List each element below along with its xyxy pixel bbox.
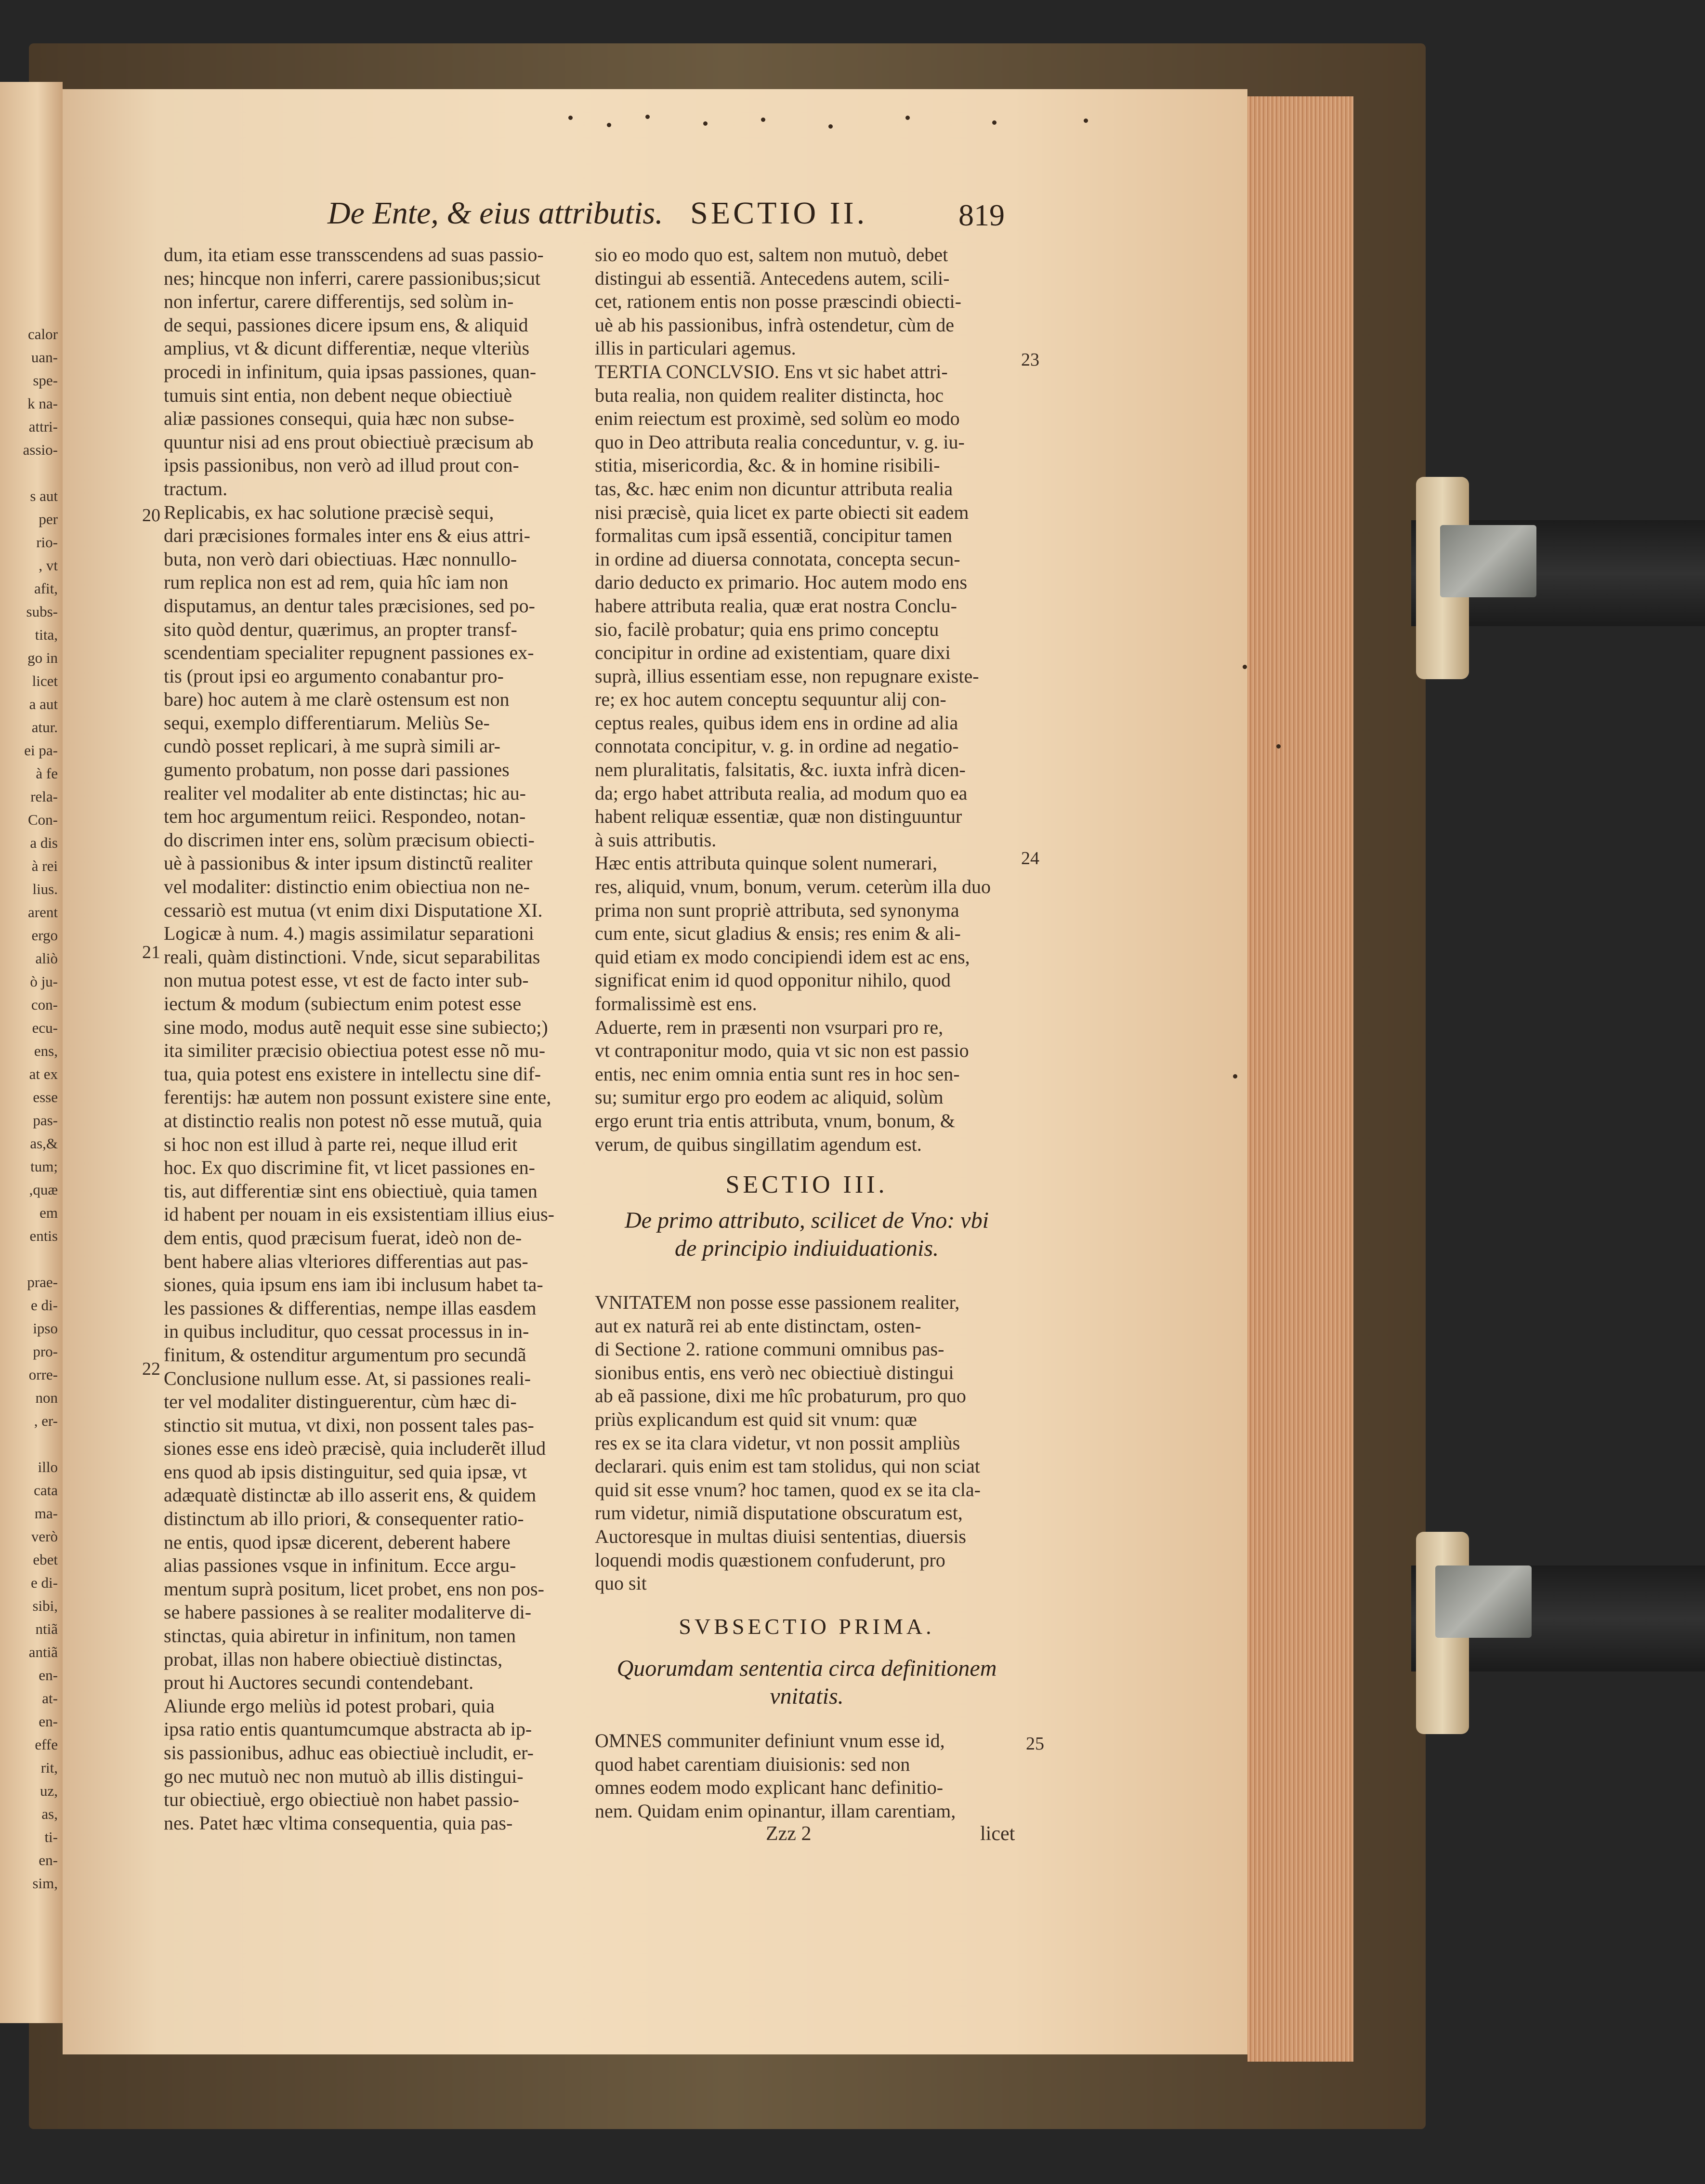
wormhole xyxy=(1233,1074,1237,1079)
page-number: 819 xyxy=(958,198,1005,232)
wormhole xyxy=(568,116,573,120)
page-edges xyxy=(1247,96,1353,2062)
left-page-fragment xyxy=(0,82,63,2023)
running-head xyxy=(328,195,1011,234)
margin-number-22: 22 xyxy=(142,1359,160,1379)
catchword: licet xyxy=(980,1823,1015,1845)
wormhole xyxy=(1243,665,1247,669)
running-section: SECTIO II. xyxy=(690,196,868,231)
clasp-metal-upper xyxy=(1440,525,1536,597)
subsection-text: OMNES communiter definiunt vnum esse id, quod habet carentiam diuisionis: sed non omnes eodem modo explicant hanc definitio- nem. Quidam enim opinantur, illam carentiam, xyxy=(595,1730,956,1822)
margin-number-21: 21 xyxy=(142,942,160,962)
wormhole xyxy=(607,123,611,127)
margin-number-23: 23 xyxy=(1021,350,1039,370)
section-heading: SECTIO III. xyxy=(725,1171,888,1198)
running-title: De Ente, & eius attributis. xyxy=(328,196,663,231)
right-column-text: sio eo modo quo est, saltem non mutuò, debet distingui ab essentiã. Antecedens autem, scili- cet, rationem entis non posse præscindi obiecti- uè ab his passionibus, infrà ostendetur, cùm de illis in particulari agemus. TERTIA CONCLVSIO. Ens vt sic habet attri- buta realia, non quidem realiter distincta, hoc enim reiectum est proximè, sed solùm eo modo quo in Deo attributa realia conceduntur, v. g. iu- stitia, misericordia, &c. & in homine risibili- tas, &c. hæc enim non dicuntur attributa realia nisi præcisè, quia licet ex parte obiecti sit eadem formalitas cum ipsã essentiã, concipitur tamen in ordine ad diuersa connotata, concepta secun- dario deducto ex primario. Hoc autem modo ens habere attributa realia, quæ erat nostra Conclu- sio, facilè probatur; quia ens primo conceptu concipitur in ordine ad existentiam, quare dixi suprà, illius essentiam esse, non repugnare existe- re; ex hoc autem conceptu sequuntur alij con- ceptus reales, quibus idem ens in ordine ad alia connotata concipitur, v. g. in ordine ad negatio- nem pluralitatis, falsitatis, &c. iuxta infrà dicen- da; ergo habet attributa realia, ad modum quo ea habent reliquæ essentiæ, quæ non distinguuntur à suis attributis. Hæc entis attributa quinque solent numerari, res, aliquid, vnum, bonum, verum. ceterùm illa duo prima non sunt propriè attributa, sed synonyma cum ente, sicut gladius & ensis; res enim & ali- quid etiam ex modo concipiendi idem est ac ens, significat enim id quod opponitur nihilo, quod formalissimè est ens. Aduerte, rem in præsenti non vsurpari pro re, vt contraponitur modo, quia vt sic non est passio entis, nec enim omnia entia sunt res in hoc sen- su; sumitur ergo pro eodem ac aliquid, solùm ergo erunt tria entis attributa, vnum, bonum, & verum, de quibus singillatim agendum est. xyxy=(595,244,991,1155)
wormhole xyxy=(992,120,997,125)
margin-number-25: 25 xyxy=(1026,1734,1044,1754)
margin-number-24: 24 xyxy=(1021,848,1039,868)
wormhole xyxy=(645,115,650,119)
margin-number-20: 20 xyxy=(142,505,160,526)
section-text: VNITATEM non posse esse passionem realiter, aut ex naturã rei ab ente distinctam, osten- di Sectione 2. ratione communi omnibus pas- sionibus entis, ens verò nec obiectiuè distingui ab eã passione, dixi me hîc probaturum, pro quo priùs explicandum est quid sit vnum: quæ res ex se ita clara videtur, vt non possit ampliùs declarari. quis enim est tam stolidus, qui non sciat quid sit esse vnum? hoc tamen, quod ex se ita cla- rum videtur, nimiã disputatione obscuratum est, Auctoresque in multas diuisi sententias, diuersis loquendi modis quæstionem confuderunt, pro quo sit xyxy=(595,1291,981,1594)
wormhole xyxy=(828,124,833,129)
left-column-text: dum, ita etiam esse transscendens ad suas passio- nes; hincque non inferri, carere passionibus;sicut non infertur, carere differentijs, sed solùm in- de sequi, passiones dicere ipsum ens, & aliquid amplius, vt & dicunt differentiæ, neque vlteriùs procedi in infinitum, quia ipsas passiones, quan- tumuis sint entia, non debent neque obiectiuè aliæ passiones consequi, quia hæc non subse- quuntur nisi ad ens prout obiectiuè præcisum ab ipsis passionibus, non verò ad illud prout con- tractum. Replicabis, ex hac solutione præcisè sequi, dari præcisiones formales inter ens & eius attri- buta, non verò dari obiectiuas. Hæc nonnullo- rum replica non est ad rem, quia hîc iam non disputamus, an dentur tales præcisiones, sed po- sito quòd dentur, quærimus, an propter transf- scendentiam specialiter repugnent passiones ex- tis (prout ipsi eo argumento conabantur pro- bare) hoc autem à me clarè ostensum est non sequi, exemplo differentiarum. Meliùs Se- cundò posset replicari, à me suprà simili ar- gumento probatum, non posse dari passiones realiter vel modaliter ab ente distinctas; hic au- tem hoc argumentum reiici. Respondeo, notan- do discrimen inter ens, solùm præcisum obiecti- uè à passionibus & inter ipsum distinctũ realiter vel modaliter: distinctio enim obiectiua non ne- cessariò est mutua (vt enim dixi Disputatione XI. Logicæ à num. 4.) magis assimilatur separationi reali, quàm distinctioni. Vnde, sicut separabilitas non mutua potest esse, vt est de facto inter sub- iectum & modum (subiectum enim potest esse sine modo, modus autẽ nequit esse sine subiecto;) ita similiter præcisio obiectiua potest esse nõ mu- tua, quia potest ens existere in intellectu sine dif- ferentijs: hæ autem non possunt existere sine ente, at distinctio realis non potest nõ esse mutuã, quia si hoc non est illud à parte rei, neque illud erit hoc. Ex quo discrimine fit, vt licet passiones en- tis, aut differentiæ sint ens obiectiuè, quia tamen id habent per nouam in eis exsistentiam illius eius- dem entis, quod præcisum fuerat, ideò non de- bent habere alias vlteriores differentias aut pas- siones, quia ipsum ens iam ibi inclusum habet ta- les passiones & differentias, nempe illas easdem in quibus includitur, quo cessat processus in in- finitum, & ostenditur argumentum pro secundã Conclusione nullum esse. At, si passiones reali- ter vel modaliter distinguerentur, cùm hæc di- stinctio sit mutua, vt dixi, non possent tales pas- siones esse ens ideò præcisè, quia includerẽt illud ens quod ab ipsis distinguitur, sed quia ipsæ, vt adæquatè distinctæ ab illo asserit ens, & quidem distinctum ab illo priori, & consequenter ratio- ne entis, quod ipsæ dicerent, deberent habere alias passiones vsque in infinitum. Ecce argu- mentum suprà positum, licet probet, ens non pos- se habere passiones à se realiter modaliterve di- stinctas, quia abiretur in infinitum, non tamen probat, illas non habere obiectiuè distinctas, prout hi Auctores secundi contendebant. Aliunde ergo meliùs id potest probari, quia ipsa ratio entis quantumcumque abstracta ab ip- sis passionibus, adhuc eas obiectiuè includit, er- go nec mutuò nec non mutuò ab illis distingui- tur obiectiuè, ergo obiectiuè non habet passio- nes. Patet hæc vltima consequentia, quia pas- xyxy=(164,244,554,1834)
wormhole xyxy=(703,121,708,126)
left-page-margin-fragments: calor uan- spe- k na- attri- assio- s aut per rio- , vt afit, subs- tita, go in licet a aut atur. ei pa- à fe rela- Con- a dis à rei lius. arent ergo aliò ò ju- con- ecu- ens, at ex esse pas- as,& tum; ,quæ em entis prae- e di- ipso pro- orre- non , er- illo cata ma- verò ebet e di- sibi, ntiã antiã en- at- en- effe rit, uz, as, ti- en- sim, xyxy=(23,326,58,1892)
wormhole xyxy=(905,116,910,120)
signature-mark: Zzz 2 xyxy=(766,1823,812,1845)
subsection-subheading: Quorumdam sententia circa definitionem vnitatis. xyxy=(616,1656,997,1709)
clasp-metal-lower xyxy=(1435,1566,1532,1638)
wormhole xyxy=(1276,744,1281,749)
wormhole xyxy=(1084,118,1088,123)
section-subheading: De primo attributo, scilicet de Vno: vbi de principio indiuiduationis. xyxy=(625,1208,989,1261)
wormhole xyxy=(761,118,765,122)
subsection-heading: SVBSECTIO PRIMA. xyxy=(679,1614,935,1639)
